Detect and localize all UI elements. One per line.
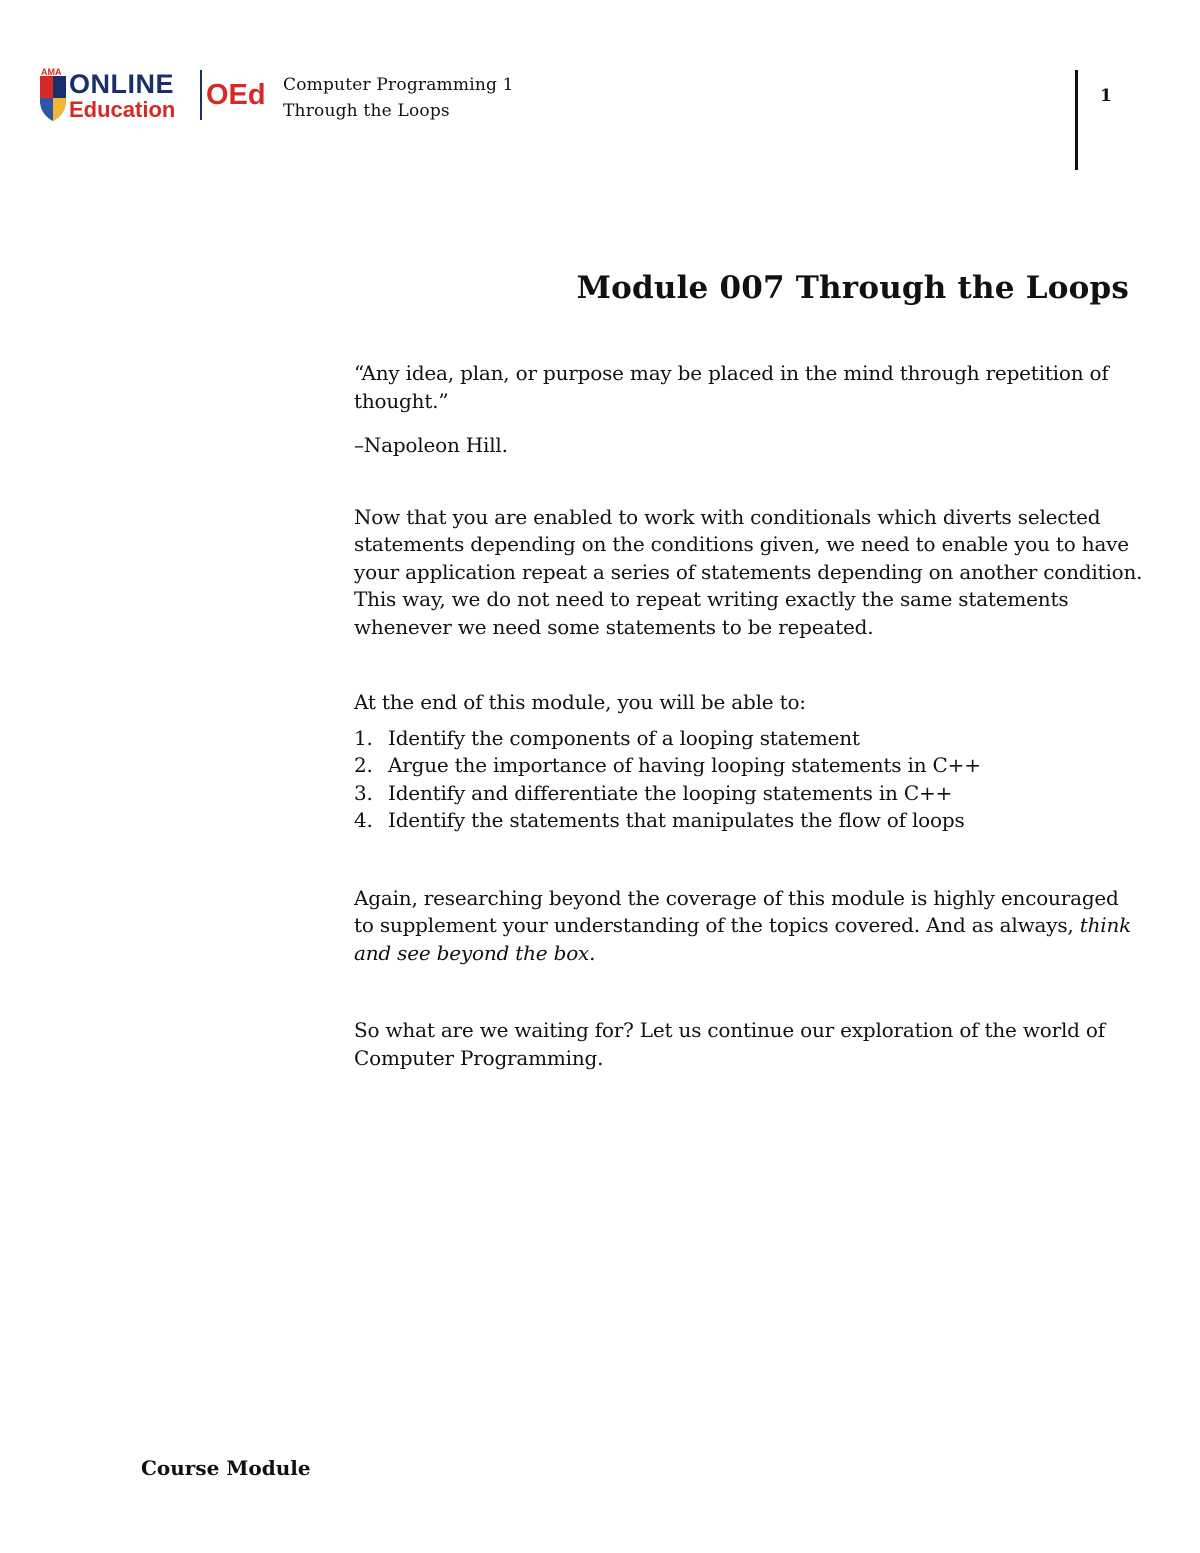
list-item-number: 3.	[354, 780, 373, 805]
logo-online-text: ONLINE	[69, 69, 175, 99]
list-item-text: Identify the components of a looping statement	[388, 725, 860, 750]
encouragement-end: .	[589, 940, 596, 965]
shield-quadrant-blue	[40, 98, 53, 121]
footer-label: Course Module	[141, 1456, 311, 1480]
list-item	[354, 752, 1144, 780]
objectives-list	[354, 725, 1144, 835]
quote-text: “Any idea, plan, or purpose may be placed in the mind through repetition of thought.”	[354, 361, 1109, 413]
list-item-number: 1.	[354, 725, 373, 750]
list-item	[354, 807, 1144, 835]
list-item	[354, 780, 1144, 808]
quote-author: –Napoleon Hill.	[354, 433, 508, 457]
list-item-text: Identify and differentiate the looping statements in C++	[388, 780, 953, 805]
list-item-text: Identify the statements that manipulates the flow of loops	[388, 808, 965, 832]
list-item-number: 2.	[354, 753, 373, 777]
objectives-lead: At the end of this module, you will be able to:	[354, 690, 806, 714]
closing-paragraph: So what are we waiting for? Let us continue our exploration of the world of Computer Programming.	[354, 1018, 1105, 1070]
list-item	[354, 725, 1144, 753]
online-education-logo	[38, 66, 274, 124]
encouragement-paragraph	[354, 885, 1144, 968]
logo-divider	[200, 70, 202, 120]
logo-education-text: Education	[69, 97, 176, 122]
page-number: 1	[1100, 86, 1112, 106]
intro-paragraph: Now that you are enabled to work with conditionals which diverts selected statements depending on the conditions given, we need to enable you to have your application repeat a series of statements depending on another condition. This way, we do not need to repeat writing exactly the same statements whenever we need some statements to be repeated.	[354, 504, 1143, 639]
logo-oed-text: OEd	[206, 79, 266, 111]
running-header	[283, 72, 514, 124]
module-title: Module 007 Through the Loops	[576, 270, 1129, 306]
encouragement-text: Again, researching beyond the coverage of this module is highly encouraged to supplement your understanding of the topics covered. And as always,	[354, 885, 1119, 937]
logo-ama-text: AMA	[41, 67, 62, 77]
encouragement-emphasis: think and see beyond the box	[354, 913, 1132, 965]
list-item-text: Argue the importance of having looping statements in C++	[388, 753, 981, 777]
header-divider-line	[1075, 70, 1078, 170]
shield-quadrant-red	[40, 76, 53, 98]
course-title: Computer Programming 1	[283, 75, 514, 95]
module-body	[354, 360, 1144, 1072]
list-item-number: 4.	[354, 808, 373, 832]
shield-quadrant-gold	[53, 98, 66, 121]
module-subtitle: Through the Loops	[283, 101, 450, 121]
logo-graphic	[38, 66, 274, 124]
